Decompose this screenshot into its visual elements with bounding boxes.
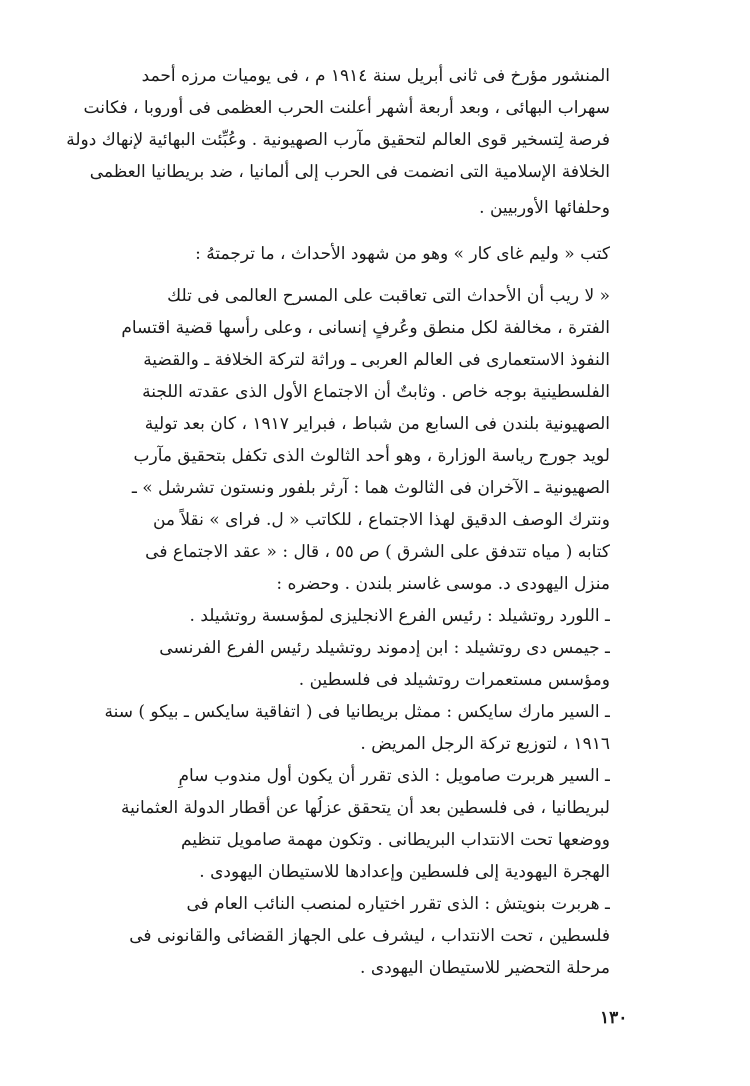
text-line-20: ـ السير مارك سايكس : ممثل بريطانيا فى ( اتفاقية سايكس ـ بيكو ) سنة (104, 702, 610, 722)
text-line-27: فلسطين ، تحت الانتداب ، ليشرف على الجهاز القضائى والقانونى فى (129, 926, 610, 946)
text-line-28: مرحلة التحضير للاستيطان اليهودى . (360, 958, 610, 978)
text-line-5: وحلفائها الأوربيين . (479, 198, 610, 218)
text-line-25: الهجرة اليهودية إلى فلسطين وإعدادها للاستيطان اليهودى . (199, 862, 610, 882)
text-line-9: النفوذ الاستعمارى فى العالم العربى ـ وراثة لتركة الخلافة ـ والقضية (143, 350, 610, 370)
text-line-3: فرصة لِتسخير قوى العالم لتحقيق مآرب الصهيونية . وعُبِّئت البهائية لإنهاك دولة (66, 130, 610, 150)
text-line-7: « لا ريب أن الأحداث التى تعاقبت على المسرح العالمى فى تلك (167, 286, 610, 306)
text-line-4: الخلافة الإسلامية التى انضمت فى الحرب إلى ألمانيا ، ضد بريطانيا العظمى (89, 162, 610, 182)
text-line-11: الصهيونية بلندن فى السابع من شباط ، فبراير ١٩١٧ ، كان بعد تولية (144, 414, 610, 434)
text-line-17: ـ اللورد روتشيلد : رئيس الفرع الانجليزى لمؤسسة روتشيلد . (189, 606, 610, 626)
text-line-19: ومؤسس مستعمرات روتشيلد فى فلسطين . (298, 670, 610, 690)
text-line-18: ـ جيمس دى روتشيلد : ابن إدموند روتشيلد رئيس الفرع الفرنسى (159, 638, 610, 658)
text-line-12: لويد جورج رياسة الوزارة ، وهو أحد الثالوث الذى تكفل بتحقيق مآرب (133, 446, 610, 466)
text-line-24: ووضعها تحت الانتداب البريطانى . وتكون مهمة صامويل تنظيم (180, 830, 610, 850)
text-line-13: الصهيونية ـ الآخران فى الثالوث هما : آرثر بلفور ونستون تشرشل » ـ (131, 478, 610, 498)
text-line-14: ونترك الوصف الدقيق لهذا الاجتماع ، للكاتب « ل. فراى » نقلاً من (152, 510, 610, 530)
text-line-22: ـ السير هربرت صامويل : الذى تقرر أن يكون أول مندوب سامٍ (178, 766, 610, 786)
text-line-8: الفترة ، مخالفة لكل منطق وعُرفٍ إنسانى ، وعلى رأسها قضية اقتسام (121, 318, 610, 338)
text-line-15: كتابه ( مياه تتدفق على الشرق ) ص ٥٥ ، قال : « عقد الاجتماع فى (145, 542, 610, 562)
text-line-26: ـ هربرت بنويتش : الذى تقرر اختياره لمنصب النائب العام فى (186, 894, 610, 914)
text-line-23: لبريطانيا ، فى فلسطين بعد أن يتحقق عزلُها عن أقطار الدولة العثمانية (121, 798, 610, 818)
text-line-21: ١٩١٦ ، لتوزيع تركة الرجل المريض . (360, 734, 610, 754)
text-line-16: منزل اليهودى د. موسى غاسنر بلندن . وحضره : (276, 574, 610, 594)
text-line-1: المنشور مؤرخ فى ثانى أبريل سنة ١٩١٤ م ، فى يوميات مرزه أحمد (141, 66, 610, 86)
text-line-6: كتب « وليم غاى كار » وهو من شهود الأحداث ، ما ترجمتهُ : (195, 244, 610, 264)
text-line-2: سهراب البهائى ، وبعد أربعة أشهر أعلنت الحرب العظمى فى أوروبا ، فكانت (83, 98, 610, 118)
page-number: ١٣٠ (600, 1008, 628, 1028)
text-line-10: الفلسطينية بوجه خاص . وثابتٌ أن الاجتماع الأول الذى عقدته اللجنة (142, 382, 610, 402)
